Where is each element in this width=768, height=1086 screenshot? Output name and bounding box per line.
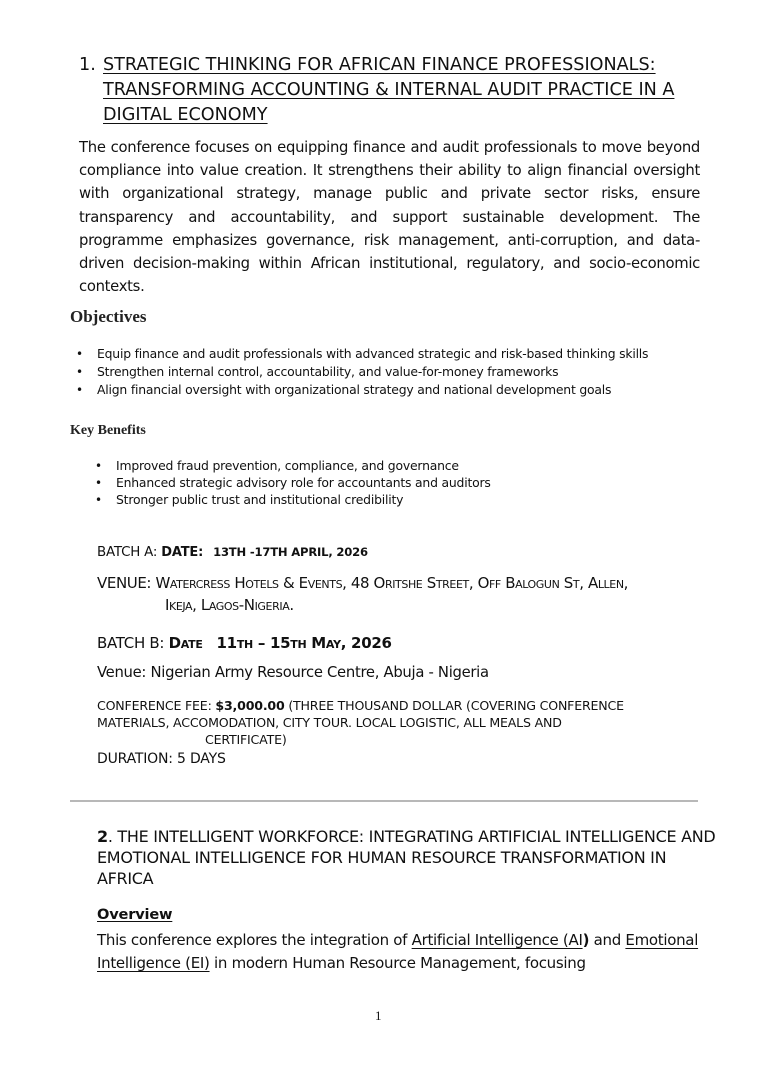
section-divider — [70, 800, 698, 802]
key-benefits-heading: Key Benefits — [70, 423, 146, 438]
page-number: 1 — [375, 1008, 382, 1023]
section-1-title: STRATEGIC THINKING FOR AFRICAN FINANCE PROFESSIONALS: TRANSFORMING ACCOUNTING & INTERNAL AUDIT PRACTICE IN A DIGITAL ECONOMY — [103, 55, 675, 125]
section-1-number: 1. — [79, 55, 96, 75]
section-1-intro: The conference focuses on equipping finance and audit professionals to move beyond compliance into value creation. It strengthens their ability to align financial oversight with organizational strategy, manage public and private sector risks, ensure transparency and accountability, and support sustainable development. The programme emphasizes governance, risk management, anti-corruption, and data-driven decision-making within African institutional, regulatory, and socio-economic contexts. — [79, 139, 700, 296]
batch-a-venue: VENUE: Watercress Hotels & Events, 48 Oritshe Street, Off Balogun St, Allen, Ikeja, Lagos-Nigeria. — [97, 574, 629, 614]
objectives-list — [76, 345, 648, 400]
list-item: • Enhanced strategic advisory role for accountants and auditors — [95, 474, 491, 490]
bullet-icon: • — [76, 365, 83, 380]
benefits-list — [95, 458, 491, 508]
bullet-icon: • — [95, 459, 102, 473]
list-item: • Improved fraud prevention, compliance, and governance — [95, 458, 459, 473]
section-1-heading — [79, 53, 719, 128]
overview-heading: Overview — [97, 906, 173, 923]
batch-b-venue: Venue: Nigerian Army Resource Centre, Abuja - Nigeria — [97, 664, 489, 681]
bullet-icon: • — [76, 347, 83, 361]
list-item: • Strengthen internal control, accountability, and value-for-money frameworks — [76, 363, 648, 381]
bullet-icon: • — [76, 383, 83, 398]
bullet-icon: • — [95, 475, 102, 490]
overview-text: This conference explores the integration of Artificial Intelligence (AI) and Emotional Intelligence (EI) in modern Human Resource Management, focusing — [97, 931, 699, 972]
section-2-heading — [97, 826, 717, 889]
section-2-title: . THE INTELLIGENT WORKFORCE: INTEGRATING ARTIFICIAL INTELLIGENCE AND EMOTIONAL INTELLIGENCE FOR HUMAN RESOURCE TRANSFORMATION IN AFRICA — [97, 827, 716, 888]
batch-b-date: BATCH B: Date 11th – 15th May, 2026 — [97, 634, 392, 652]
list-item: • Equip finance and audit professionals with advanced strategic and risk-based thinking skills — [76, 345, 648, 363]
conference-fee: CONFERENCE FEE: $3,000.00 (THREE THOUSAND DOLLAR (COVERING CONFERENCE MATERIALS, ACCOMODATION, CITY TOUR. LOCAL LOGISTIC, ALL MEALS AND CERTIFICATE) — [97, 698, 624, 747]
objectives-heading: Objectives — [70, 307, 147, 326]
list-item: • Align financial oversight with organizational strategy and national development goals — [76, 381, 648, 399]
batch-a-date: BATCH A: DATE: 13TH -17TH APRIL, 2026 — [97, 545, 368, 560]
bullet-icon: • — [95, 492, 102, 507]
section-2-number: 2 — [97, 827, 108, 846]
duration: DURATION: 5 DAYS — [97, 751, 226, 767]
list-item: • Stronger public trust and institutional credibility — [95, 491, 404, 507]
